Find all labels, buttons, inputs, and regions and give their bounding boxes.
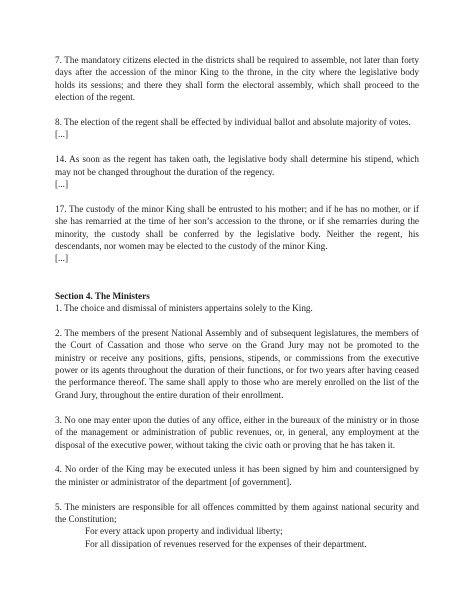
paragraph-article-8 [55,116,419,141]
section-heading: Section 4. The Ministers [55,290,150,301]
omission-marker: [...] [55,179,69,190]
indented-line: For every attack upon property and individual liberty; [85,526,283,537]
paragraph-section-4-article-4 [55,463,419,488]
section-ministers [55,290,419,315]
paragraph-text: 7. The mandatory citizens elected in the districts shall be required to assemble, not later than forty days after the accession of the minor King to the throne, in the city where the legislative body holds its sessions; and there they shall form the electoral assembly, which shall proceed to the election of the regent. [55,55,419,103]
indented-line: For all dissipation of revenues reserved for the expenses of their department. [85,538,367,549]
paragraph-section-4-article-3 [55,414,419,451]
paragraph-article-17 [55,203,419,265]
paragraph-article-14 [55,153,419,190]
paragraph-text: 2. The members of the present National Assembly and of subsequent legislatures, the members of the Court of Cassation and those who serve on the Grand Jury may not be promoted to the ministry or receive any positions, gifts, pensions, stipends, or commissions from the executive power or its agents throughout the duration of their functions, or for two years after having ceased the performance thereof. The same shall apply to those who are merely enrolled on the list of the Grand Jury, throughout the entire duration of their enrollment. [55,327,419,400]
paragraph-text: 4. No order of the King may be executed unless it has been signed by him and countersigned by the minister or administrator of the department [of government]. [55,464,419,487]
omission-marker: [...] [55,129,69,140]
paragraph-text: 8. The election of the regent shall be effected by individual ballot and absolute majority of votes. [55,117,411,128]
paragraph-text: 5. The ministers are responsible for all offences committed by them against national security and the Constitution; [55,501,419,524]
paragraph-text: 3. No one may enter upon the duties of any office, either in the bureaux of the ministry or in those of the management or administration of public revenues, or, in general, any employment at the disposal of the executive power, without taking the civic oath or proving that he has taken it. [55,414,419,450]
paragraph-article-7 [55,54,419,104]
section-intro: 1. The choice and dismissal of ministers appertains solely to the King. [55,303,313,314]
document-page [55,54,419,563]
omission-marker: [...] [55,253,69,264]
paragraph-text: 17. The custody of the minor King shall be entrusted to his mother; and if he has no mother, or if she has remarried at the time of her son’s accession to the throne, or if she remarries during the minority, the custody shall be conferred by the legislative body. Neither the regent, his descendants, nor women may be elected to the custody of the minor King. [55,203,419,252]
paragraph-section-4-article-5 [55,501,419,551]
paragraph-text: 14. As soon as the regent has taken oath, the legislative body shall determine his stipend, which may not be changed throughout the duration of the regency. [55,154,419,177]
paragraph-section-4-article-2 [55,327,419,401]
